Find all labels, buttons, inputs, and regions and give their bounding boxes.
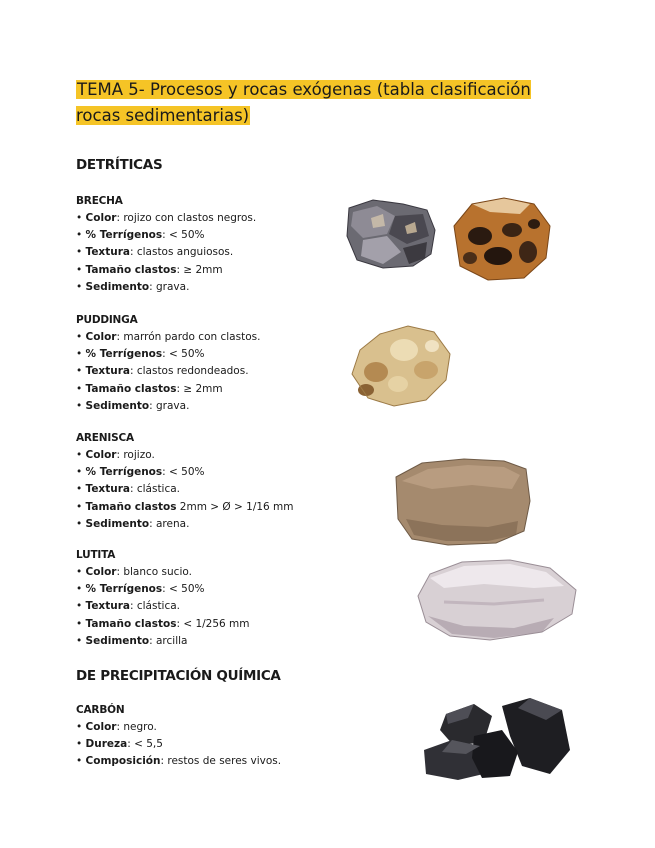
- arenisca-image: [392, 455, 534, 547]
- rock-name: BRECHA: [76, 195, 123, 207]
- property-line: • % Terrígenos: < 50%: [76, 466, 205, 479]
- property-line: • Dureza: < 5,5: [76, 738, 163, 751]
- property-line: • Sedimento: arcilla: [76, 634, 188, 647]
- property-line: • Color: marrón pardo con clastos.: [76, 331, 261, 343]
- document-title: TEMA 5- Procesos y rocas exógenas (tabla clasificación rocas sedimentarias): [76, 80, 531, 125]
- property-line: • Textura: clástica.: [76, 483, 181, 496]
- property-line: • % Terrígenos: < 50%: [76, 348, 205, 361]
- rock-entry-lutita: [76, 547, 346, 650]
- property-line: • Color: blanco sucio.: [76, 566, 192, 578]
- section-heading-precipitacion-quimica: DE PRECIPITACIÓN QUÍMICA: [76, 668, 281, 684]
- property-line: • Tamaño clastos: < 1/256 mm: [76, 617, 250, 630]
- property-line: • Color: negro.: [76, 721, 157, 733]
- property-line: • Textura: clástica.: [76, 600, 181, 613]
- rock-name: CARBÓN: [76, 704, 125, 716]
- property-line: • % Terrígenos: < 50%: [76, 229, 205, 242]
- rock-entry-puddinga: [76, 312, 346, 415]
- property-line: • Textura: clastos anguiosos.: [76, 246, 234, 259]
- rock-entry-carbon: [76, 702, 346, 771]
- brecha-image-2: [450, 196, 554, 282]
- property-line: • Textura: clastos redondeados.: [76, 365, 249, 378]
- rock-name: PUDDINGA: [76, 314, 138, 326]
- lutita-image: [414, 556, 580, 642]
- rock-name: ARENISCA: [76, 432, 134, 444]
- property-line: • Sedimento: arena.: [76, 517, 190, 530]
- property-line: • % Terrígenos: < 50%: [76, 583, 205, 596]
- property-line: • Tamaño clastos: ≥ 2mm: [76, 382, 223, 395]
- property-line: • Color: rojizo con clastos negros.: [76, 212, 257, 224]
- property-line: • Sedimento: grava.: [76, 280, 190, 293]
- rock-entry-arenisca: [76, 430, 346, 533]
- property-line: • Color: rojizo.: [76, 449, 155, 461]
- rock-entry-brecha: [76, 193, 346, 296]
- rock-name: LUTITA: [76, 549, 116, 561]
- puddinga-image: [346, 320, 456, 410]
- brecha-image-1: [343, 196, 439, 272]
- section-heading-detriticas: DETRÍTICAS: [76, 157, 163, 173]
- property-line: • Sedimento: grava.: [76, 399, 190, 412]
- property-line: • Composición: restos de seres vivos.: [76, 755, 282, 768]
- carbon-image: [418, 696, 576, 780]
- property-line: • Tamaño clastos: ≥ 2mm: [76, 263, 223, 276]
- property-line: • Tamaño clastos 2mm > Ø > 1/16 mm: [76, 500, 294, 513]
